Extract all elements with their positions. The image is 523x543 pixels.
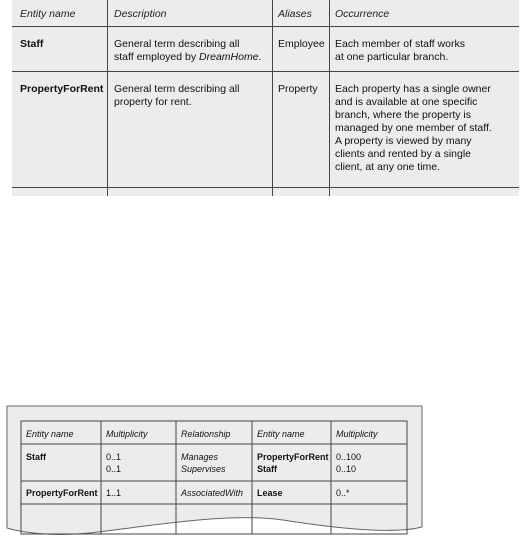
multiplicity-value: 0..1	[106, 452, 122, 462]
row-divider	[12, 26, 519, 27]
header-description: Description	[114, 8, 167, 20]
multiplicity-value: 0..1	[106, 464, 122, 474]
relationship-name: Manages	[181, 452, 219, 462]
header-target-multiplicity: Multiplicity	[336, 429, 378, 439]
entity-name-cell: Staff	[20, 38, 44, 50]
header-relationship: Relationship	[181, 429, 231, 439]
target-entity-cell	[257, 451, 329, 475]
occurrence-line: and is available at one specific	[335, 96, 478, 108]
occurrence-line: Each property has a single owner	[335, 83, 491, 95]
occurrence-line: Each member of staff works	[335, 38, 465, 50]
header-aliases: Aliases	[278, 8, 312, 20]
target-multiplicity-value: 0..10	[336, 464, 357, 474]
entity-name-cell: PropertyForRent	[20, 83, 104, 95]
header-entity-name: Entity name	[20, 8, 76, 20]
multiplicity-cell	[106, 451, 121, 475]
entity-name-cell: Staff	[26, 452, 46, 462]
entity-name-cell: PropertyForRent	[26, 488, 98, 498]
multiplicity-cell: 1..1	[106, 488, 122, 498]
relationship-name: Supervises	[181, 464, 226, 474]
relationship-cell: AssociatedWith	[181, 488, 243, 498]
description-cell	[114, 83, 270, 109]
header-occurrence: Occurrence	[335, 8, 390, 20]
target-entity-name: Staff	[257, 464, 277, 474]
occurrence-line: client, at any one time.	[335, 161, 441, 173]
occurrence-line: A property is viewed by many	[335, 135, 472, 147]
alias-cell: Property	[278, 83, 318, 95]
column-divider	[272, 0, 273, 196]
header-target-entity-name: Entity name	[257, 429, 305, 439]
row-divider	[12, 71, 519, 72]
description-line: General term describing all	[114, 38, 240, 50]
column-divider	[107, 0, 108, 196]
occurrence-line: clients and rented by a single	[335, 148, 472, 160]
description-line: property for rent.	[114, 96, 192, 108]
target-entity-name: PropertyForRent	[257, 452, 329, 462]
company-name: DreamHome	[199, 51, 259, 63]
occurrence-cell	[335, 83, 517, 174]
description-line	[114, 51, 270, 64]
relationship-cell	[181, 451, 226, 475]
alias-cell: Employee	[278, 38, 325, 50]
description-punctuation: .	[258, 51, 262, 63]
target-entity-cell: Lease	[257, 488, 283, 498]
entity-description-table	[12, 0, 519, 196]
occurrence-line: branch, where the property is	[335, 109, 471, 121]
occurrence-line: at one particular branch.	[335, 51, 449, 63]
column-divider	[329, 0, 330, 196]
occurrence-cell	[335, 38, 517, 64]
description-cell	[114, 38, 270, 64]
header-entity-name: Entity name	[26, 429, 74, 439]
header-multiplicity: Multiplicity	[106, 429, 148, 439]
target-multiplicity-cell: 0..*	[336, 488, 350, 498]
occurrence-line: managed by one member of staff.	[335, 122, 492, 134]
row-divider	[12, 187, 519, 188]
target-multiplicity-value: 0..100	[336, 452, 362, 462]
description-line: General term describing all	[114, 83, 240, 95]
target-multiplicity-cell	[336, 451, 361, 475]
description-text: staff employed by	[114, 51, 200, 63]
relationship-table-card	[0, 400, 523, 543]
